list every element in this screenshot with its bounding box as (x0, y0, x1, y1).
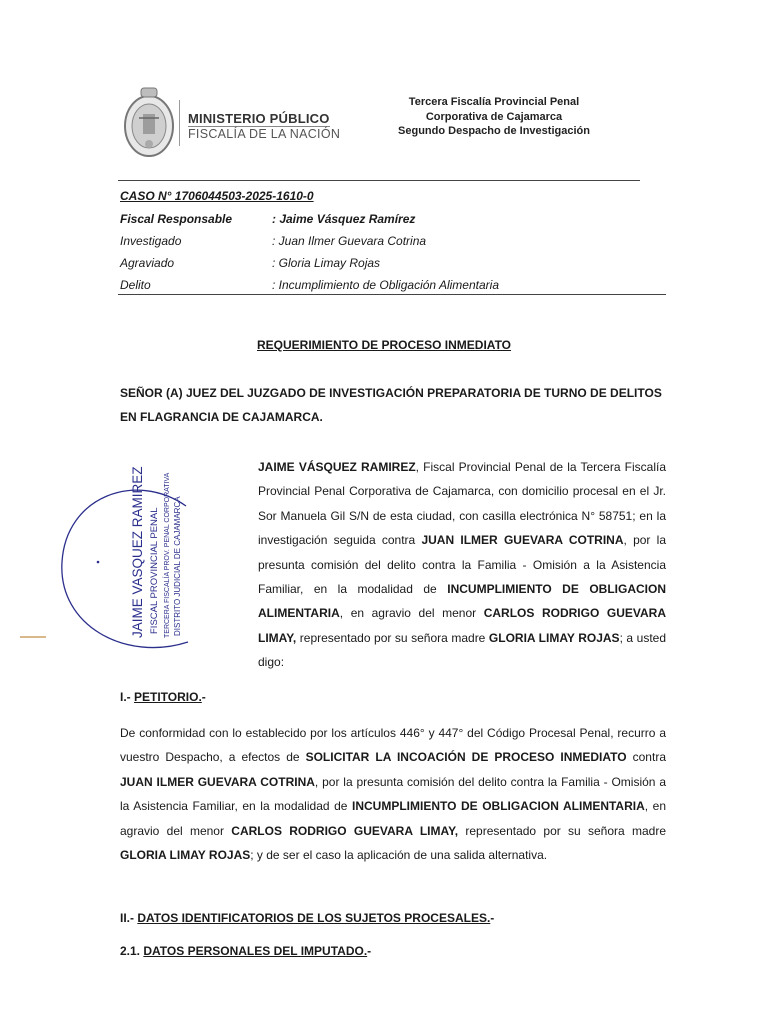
office-line: Tercera Fiscalía Provincial Penal (408, 96, 580, 108)
petitorio-paragraph: De conformidad con lo establecido por los artículos 446° y 447° del Código Procesal Penal, recurro a vuestro Despacho, a efectos de SOLICITAR LA INCOACIÓN DE PROCESO INMEDIATO contra JUAN ILMER GUEVARA COTRINA, por la presunta comisión del delito contra la Familia - Omisión a la Asistencia Familiar, en la modalidad de INCUMPLIMIENTO DE OBLIGACION ALIMENTARIA, en agravio del menor CARLOS RODRIGO GUEVARA LIMAY, representado por su señora madre GLORIA LIMAY ROJAS; y de ser el caso la aplicación de una salida alternativa. (120, 726, 667, 863)
stamp-title: FISCAL PROVINCIAL PENAL (149, 507, 160, 634)
header-rule (118, 180, 640, 181)
stamp-name: JAIME VASQUEZ RAMIREZ (130, 466, 145, 638)
office-line: Segundo Despacho de Investigación (398, 125, 590, 137)
case-value: : Gloria Limay Rojas (272, 256, 381, 270)
case-value: : Incumplimiento de Obligación Alimentaria (272, 278, 499, 292)
case-label: Fiscal Responsable (120, 212, 233, 226)
case-value: : Jaime Vásquez Ramírez (272, 212, 416, 226)
case-number: CASO N° 1706044503-2025-1610-0 (120, 189, 314, 203)
fiscal-stamp (36, 466, 232, 662)
office-heading (380, 95, 608, 139)
section-petitorio-heading: I.- PETITORIO.- (120, 690, 206, 704)
addressee: SEÑOR (A) JUEZ DEL JUZGADO DE INVESTIGACIÓN PREPARATORIA DE TURNO DE DELITOS EN FLAGRANCIA DE CAJAMARCA. (120, 386, 662, 424)
ministry-name: MINISTERIO PÚBLICO (188, 111, 330, 126)
subsection-imputado-heading: 2.1. DATOS PERSONALES DEL IMPUTADO.- (120, 944, 372, 958)
document-title: REQUERIMIENTO DE PROCESO INMEDIATO (256, 338, 512, 352)
header-divider (179, 100, 180, 146)
stamp-district: DISTRITO JUDICIAL DE CAJAMARCA (173, 496, 182, 636)
section-datos-heading: II.- DATOS IDENTIFICATORIOS DE LOS SUJETOS PROCESALES.- (120, 911, 495, 925)
case-label: Agraviado (120, 256, 175, 270)
fiscalia-name: FISCALÍA DE LA NACIÓN (188, 127, 341, 141)
case-label: Investigado (120, 234, 182, 248)
case-label: Delito (120, 278, 151, 292)
case-rule (118, 294, 666, 295)
stamp-office: TERCERA FISCALÍA PROV. PENAL CORPORATIVA (164, 472, 171, 638)
intro-paragraph: JAIME VÁSQUEZ RAMIREZ, Fiscal Provincial Penal de la Tercera Fiscalía Provincial Penal Corporativa de Cajamarca, con domicilio procesal en el Jr. Sor Manuela Gil S/N de esta ciudad, con casilla electrónica N° 58751; en la investigación seguida contra JUAN ILMER GUEVARA COTRINA, por la presunta comisión del delito contra la Familia - Omisión a la Asistencia Familiar, en la modalidad de INCUMPLIMIENTO DE OBLIGACION ALIMENTARIA, en agravio del menor CARLOS RODRIGO GUEVARA LIMAY, representado por su señora madre GLORIA LIMAY ROJAS; a usted digo: (258, 460, 667, 670)
ministerio-publico-seal-icon (122, 84, 176, 160)
office-line: Corporativa de Cajamarca (425, 110, 563, 123)
case-value: : Juan Ilmer Guevara Cotrina (272, 234, 427, 248)
margin-mark (20, 636, 46, 638)
